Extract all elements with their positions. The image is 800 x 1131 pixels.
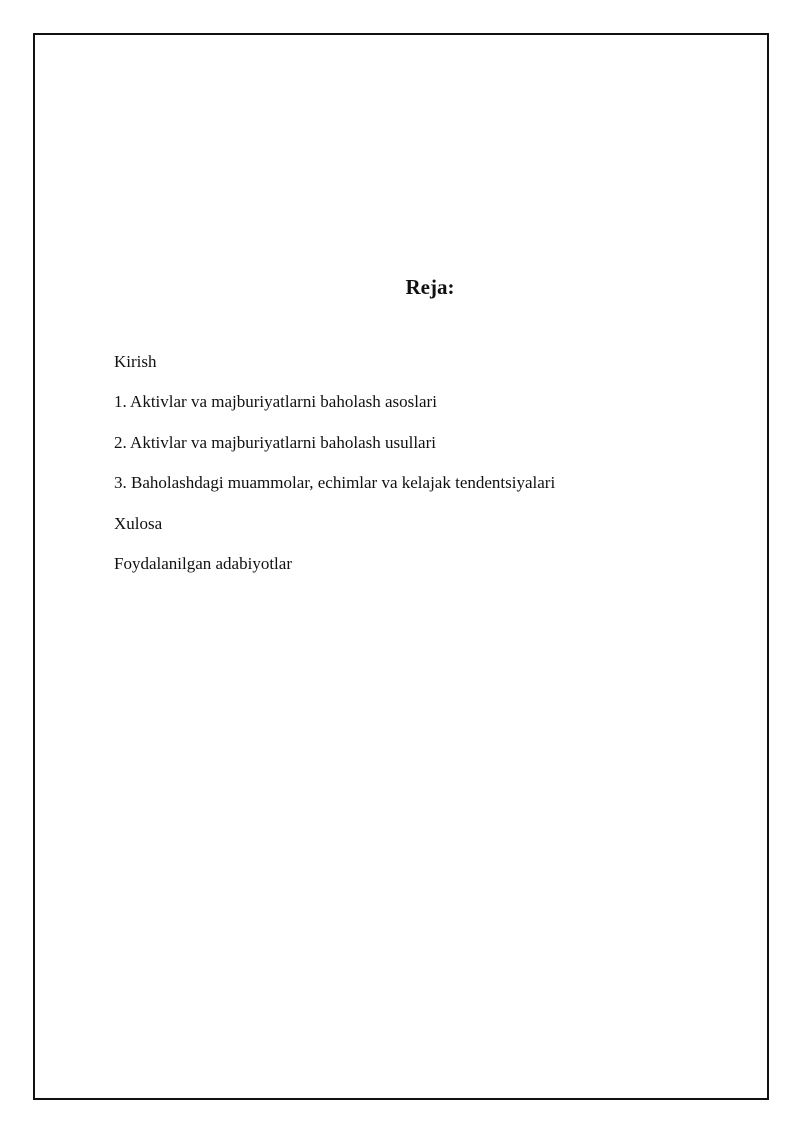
plan-item-introduction: Kirish xyxy=(114,352,157,371)
page-title: Reja: xyxy=(405,275,455,299)
plan-item-references: Foydalanilgan adabiyotlar xyxy=(114,553,292,573)
plan-item-conclusion: Xulosa xyxy=(114,513,163,533)
plan-list xyxy=(114,350,555,592)
plan-item-1: 1. Aktivlar va majburiyatlarni baholash asoslari xyxy=(114,392,437,412)
plan-item-3: 3. Baholashdagi muammolar, echimlar va kelajak tendentsiyalari xyxy=(114,473,556,493)
plan-item-2: 2. Aktivlar va majburiyatlarni baholash usullari xyxy=(114,432,436,452)
